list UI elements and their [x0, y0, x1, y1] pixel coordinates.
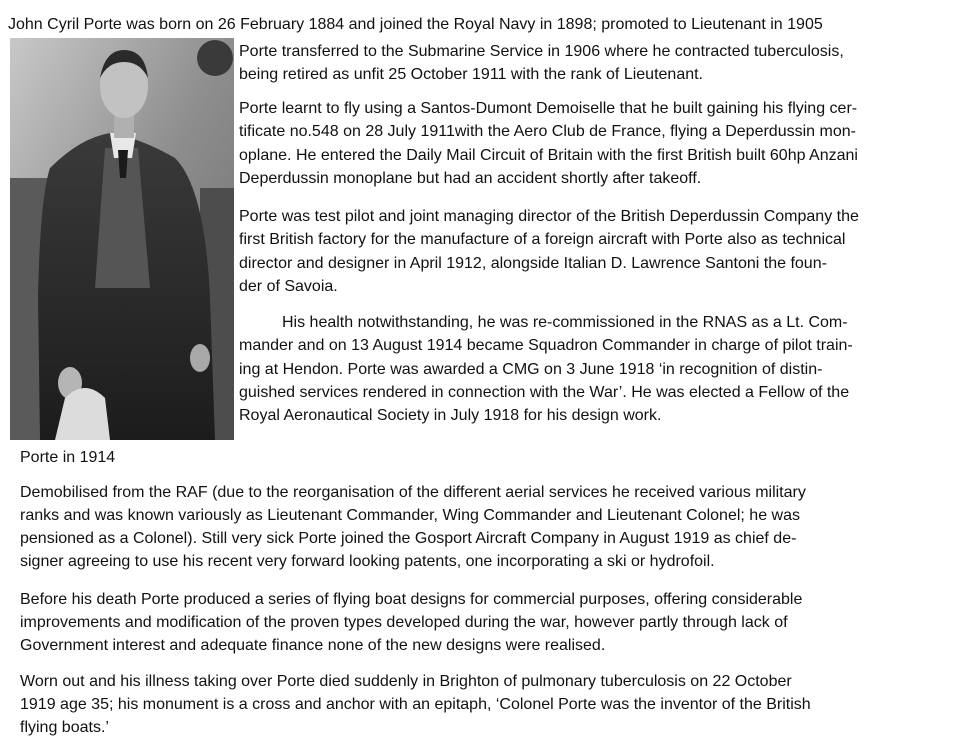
paragraph-line: pensioned as a Colonel). Still very sick Porte joined the Gosport Aircraft Company in August 1919 as chief de-	[20, 530, 797, 547]
paragraph-line: signer agreeing to use his recent very forward looking patents, one incorporating a ski or hydrofoil.	[20, 553, 715, 570]
paragraph-line: mander and on 13 August 1914 became Squadron Commander in charge of pilot train-	[239, 337, 853, 354]
paragraph-line: Worn out and his illness taking over Porte died suddenly in Brighton of pulmonary tuberculosis on 22 October	[20, 673, 792, 690]
paragraph-line: guished services rendered in connection with the War’. He was elected a Fellow of the	[239, 384, 850, 401]
paragraph-line: Government interest and adequate finance none of the new designs were realised.	[20, 637, 606, 654]
paragraph-line: ranks and was known variously as Lieutenant Commander, Wing Commander and Lieutenant Colonel; he was	[20, 507, 800, 524]
paragraph-line: Porte transferred to the Submarine Service in 1906 where he contracted tuberculosis,	[239, 43, 844, 60]
paragraph-line: His health notwithstanding, he was re-commissioned in the RNAS as a Lt. Com-	[282, 314, 848, 331]
paragraph-line: first British factory for the manufacture of a foreign aircraft with Porte also as technical	[239, 231, 846, 248]
paragraph-line: 1919 age 35; his monument is a cross and anchor with an epitaph, ‘Colonel Porte was the inventor of the British	[20, 696, 811, 713]
paragraph-line: tificate no.548 on 28 July 1911with the Aero Club de France, flying a Deperdussin mon-	[239, 123, 856, 140]
paragraph-line: ing at Hendon. Porte was awarded a CMG on 3 June 1918 ‘in recognition of distin-	[239, 361, 823, 378]
paragraph-line: Demobilised from the RAF (due to the reorganisation of the different aerial services he received various military	[20, 484, 806, 501]
paragraph-line: improvements and modification of the proven types developed during the war, however partly through lack of	[20, 614, 788, 631]
paragraph-line: Before his death Porte produced a series of flying boat designs for commercial purposes, offering considerable	[20, 591, 803, 608]
paragraph-line: Deperdussin monoplane but had an accident shortly after takeoff.	[239, 170, 702, 187]
photo-caption: Porte in 1914	[20, 449, 116, 466]
paragraph-line: director and designer in April 1912, alongside Italian D. Lawrence Santoni the foun-	[239, 255, 827, 272]
intro-line: John Cyril Porte was born on 26 February 1884 and joined the Royal Navy in 1898; promoted to Lieutenant in 1905	[8, 16, 823, 33]
paragraph-line: Royal Aeronautical Society in July 1918 for his design work.	[239, 407, 662, 424]
paragraph-line: Porte learnt to fly using a Santos-Dumont Demoiselle that he built gaining his flying cer-	[239, 100, 858, 117]
portrait-photo	[10, 38, 234, 440]
paragraph-line: being retired as unfit 25 October 1911 with the rank of Lieutenant.	[239, 66, 703, 83]
paragraph-line: oplane. He entered the Daily Mail Circuit of Britain with the first British built 60hp Anzani	[239, 147, 858, 164]
paragraph-line: der of Savoia.	[239, 278, 338, 295]
paragraph-line: Porte was test pilot and joint managing director of the British Deperdussin Company the	[239, 208, 859, 225]
paragraph-line: flying boats.’	[20, 719, 109, 736]
